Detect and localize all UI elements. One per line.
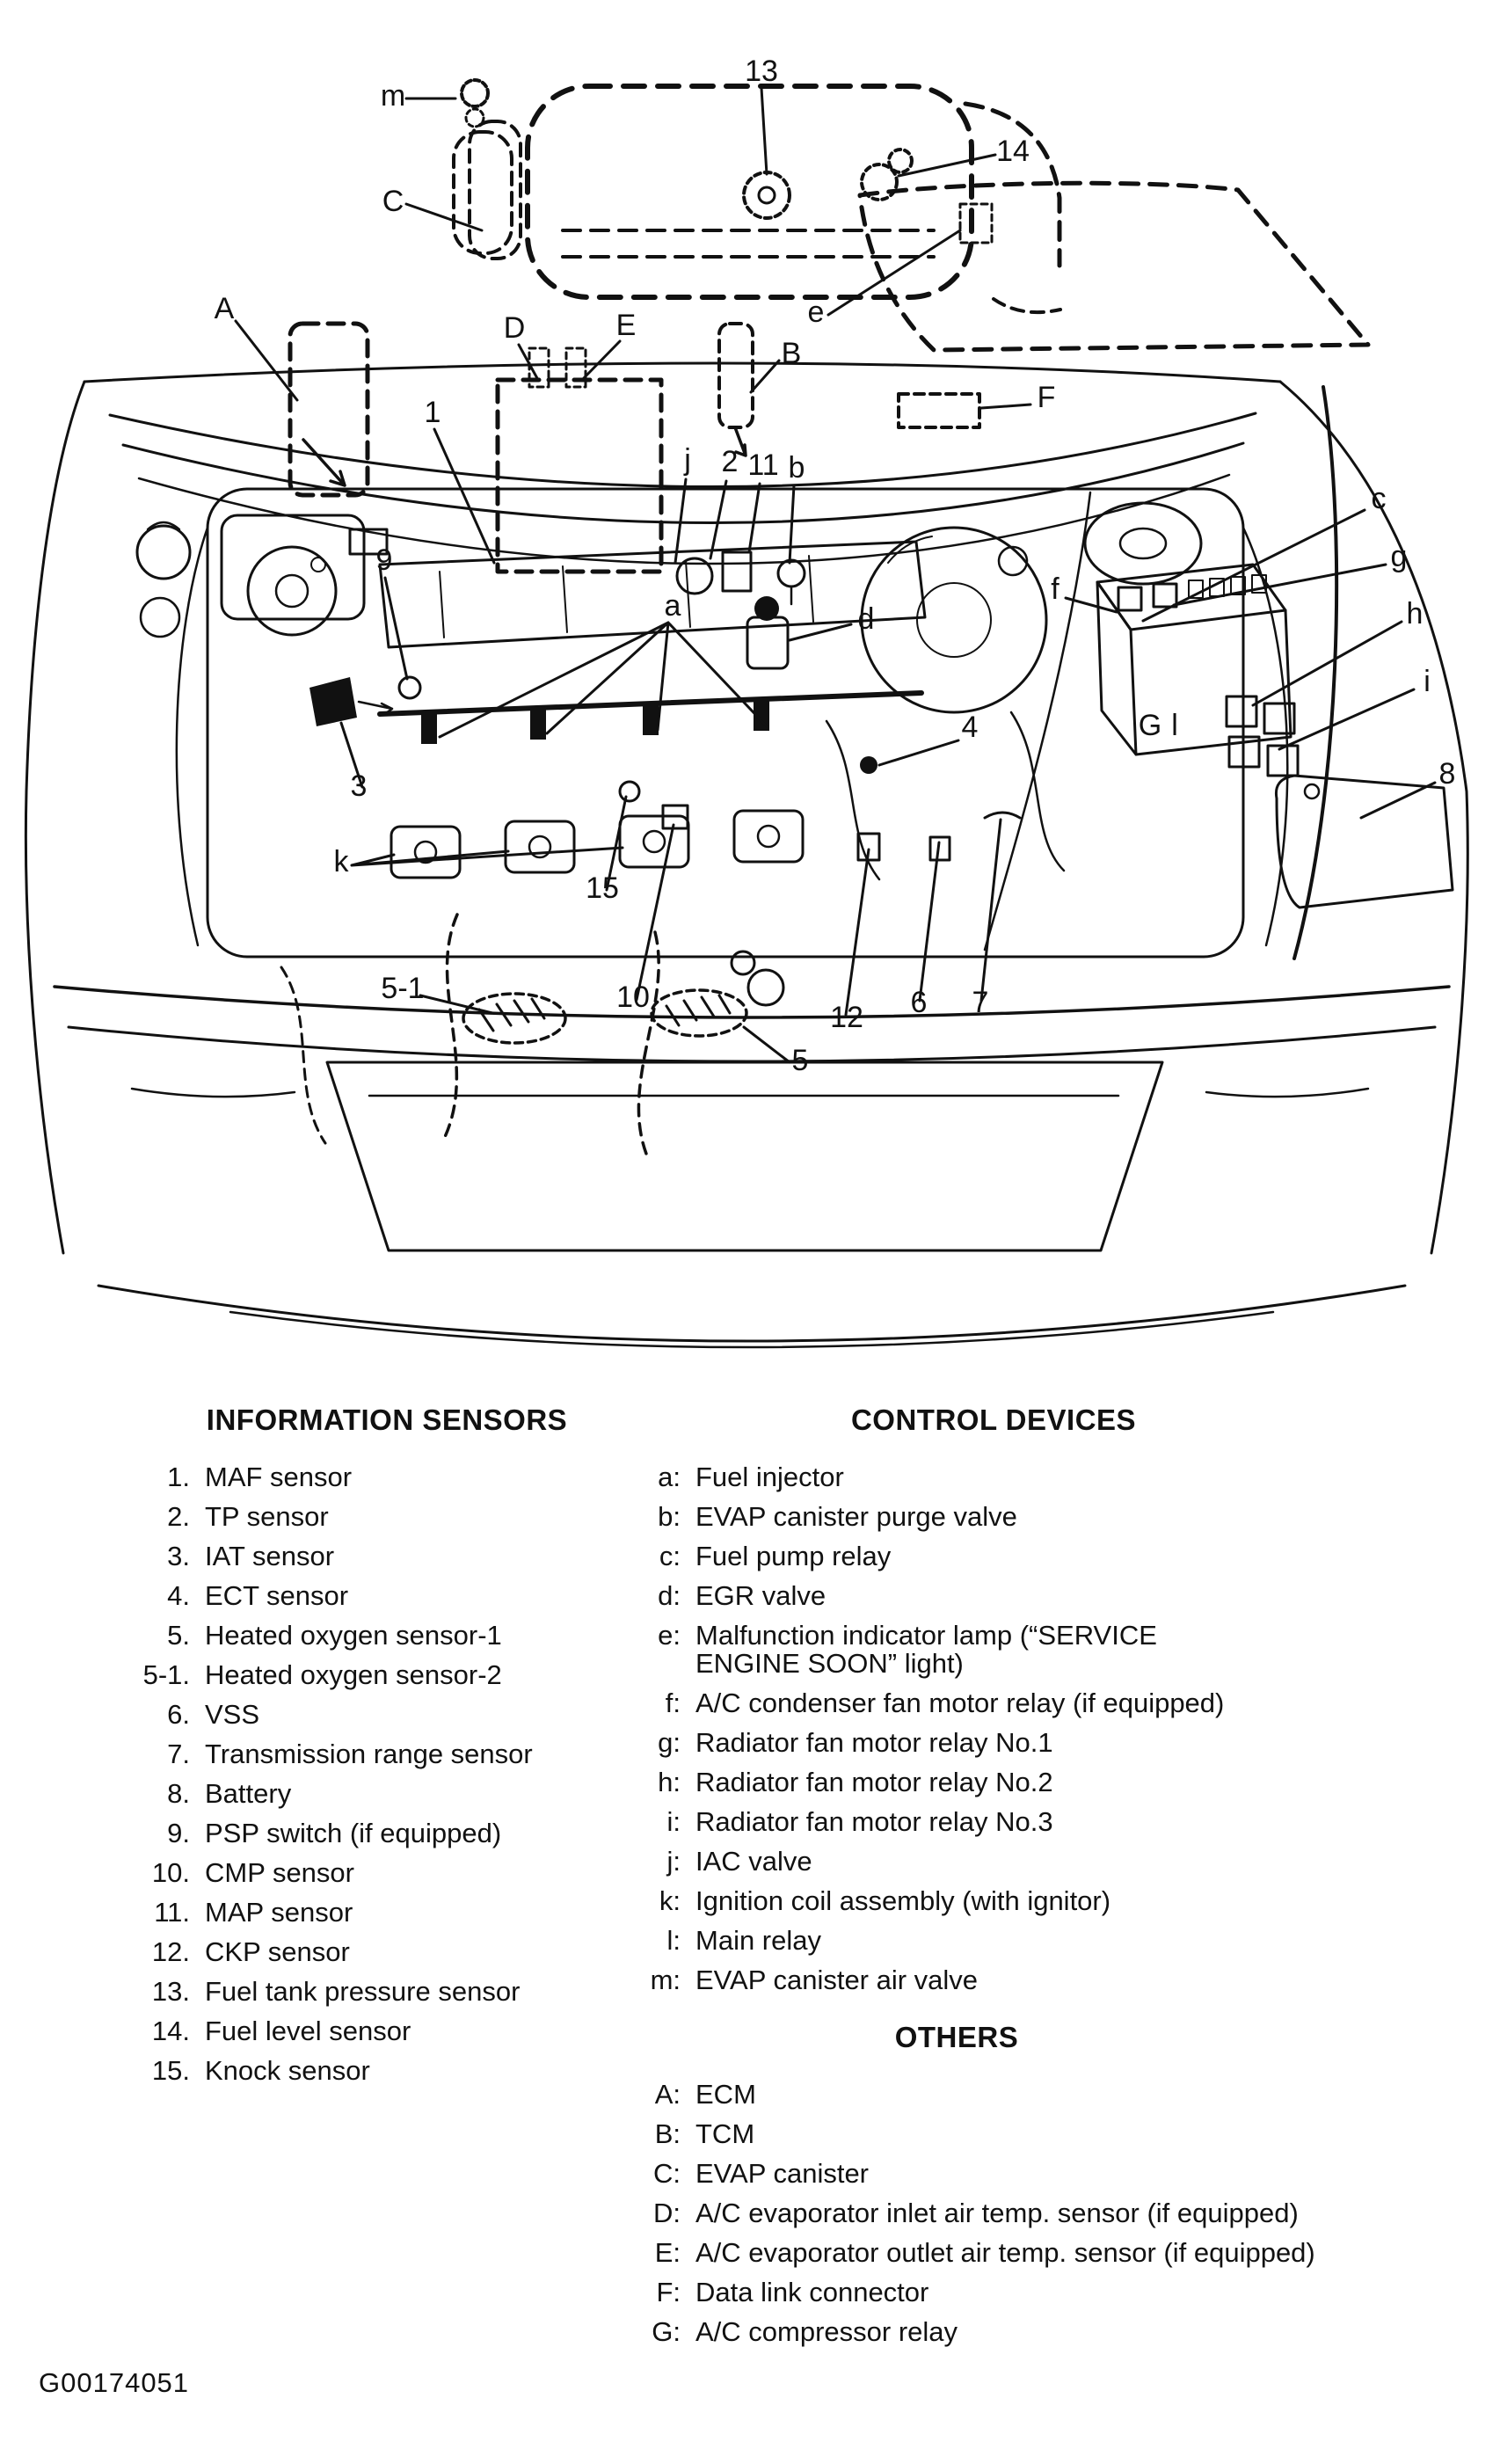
legend-row	[114, 1661, 659, 1689]
legend-key: k:	[659, 1885, 681, 1916]
front-bumper	[55, 951, 1449, 1347]
legend-row	[615, 2160, 1372, 2188]
legend-key: D:	[653, 2198, 681, 2228]
legend-row	[615, 2120, 1372, 2148]
legend-label: IAT sensor	[205, 1541, 335, 1571]
legend-key: 4.	[167, 1580, 190, 1611]
callout-d: d	[857, 602, 875, 636]
legend-label: A/C compressor relay	[695, 2316, 958, 2347]
legend-row	[615, 2278, 1372, 2307]
legend-row	[615, 1542, 1372, 1571]
legend-label: Ignition coil assembly (with ignitor)	[695, 1885, 1111, 1916]
legend-label: Fuel injector	[695, 1462, 844, 1492]
legend-label: Malfunction indicator lamp (“SERVICE ENGINE SOON” light)	[695, 1620, 1157, 1679]
legend-key: g:	[658, 1727, 681, 1758]
legend-key: 2.	[167, 1501, 190, 1532]
evap-air-valve-icon	[462, 80, 488, 127]
legend-key: B:	[654, 2118, 681, 2149]
legend-key: 3.	[167, 1541, 190, 1571]
legend-label: IAC valve	[695, 1846, 812, 1877]
legend-row	[615, 1582, 1372, 1610]
legend-label: EVAP canister	[695, 2158, 870, 2189]
information-sensors-section	[114, 1403, 659, 2096]
callout-13: 13	[745, 55, 778, 88]
legend-row	[615, 2318, 1372, 2346]
callout-b: b	[788, 451, 805, 485]
legend-label: ECM	[695, 2079, 756, 2110]
legend-key: b:	[658, 1501, 681, 1532]
legend-row	[114, 1701, 659, 1729]
legend-label: PSP switch (if equipped)	[205, 1818, 502, 1848]
throttle-body-group	[677, 552, 805, 604]
legend-row	[615, 2199, 1372, 2227]
legend-label: Data link connector	[695, 2277, 929, 2307]
battery	[1276, 776, 1453, 908]
legend-row	[114, 1582, 659, 1610]
callout-11: 11	[747, 448, 779, 482]
callout-F: F	[1037, 381, 1056, 414]
others-title: OTHERS	[894, 2021, 1019, 2053]
callout-e: e	[807, 295, 825, 329]
callout-6: 6	[910, 986, 928, 1019]
legend-label: Fuel level sensor	[205, 2016, 411, 2046]
legend-row	[615, 2081, 1372, 2109]
callout-i: i	[1424, 665, 1431, 698]
callout-7: 7	[972, 986, 989, 1019]
legend-label: Heated oxygen sensor-2	[205, 1659, 502, 1690]
callout-m: m	[380, 79, 406, 113]
legend-key: e:	[658, 1620, 681, 1651]
data-link-connector-box	[899, 394, 979, 427]
callout-j: j	[684, 443, 691, 477]
legend-row	[615, 1689, 1372, 1717]
legend-key: C:	[653, 2158, 681, 2189]
legend-label: A/C condenser fan motor relay (if equipped)	[695, 1688, 1225, 1718]
left-strut-tower	[248, 547, 336, 635]
callout-9: 9	[375, 543, 393, 577]
legend-row	[114, 1463, 659, 1491]
legend-row	[615, 1463, 1372, 1491]
legend-key: A:	[654, 2079, 681, 2110]
control-devices-section	[615, 1403, 1372, 2358]
legend-row	[114, 1978, 659, 2006]
legend-label: EGR valve	[695, 1580, 826, 1611]
legend-row	[615, 1808, 1372, 1836]
legend-label: EVAP canister purge valve	[695, 1501, 1017, 1532]
legend-row	[615, 1887, 1372, 1915]
callout-labels	[215, 55, 1456, 1077]
legend-key: 13.	[151, 1976, 190, 2007]
legend-row	[615, 1966, 1372, 1994]
legend-row	[114, 1859, 659, 1887]
ecm-box	[290, 324, 368, 495]
callout-4: 4	[961, 711, 979, 744]
callout-a: a	[664, 589, 681, 623]
washer-bottle	[137, 522, 190, 637]
legend-label: Radiator fan motor relay No.2	[695, 1767, 1053, 1797]
fuel-tank-pressure-sensor-icon	[744, 172, 790, 218]
legend-row	[114, 2057, 659, 2085]
legend-row	[114, 1622, 659, 1650]
tcm-box	[719, 324, 753, 456]
callout-8: 8	[1438, 757, 1456, 791]
callout-D: D	[503, 311, 526, 345]
legend-key: 7.	[167, 1739, 190, 1769]
legend-key: h:	[658, 1767, 681, 1797]
callout-14: 14	[996, 135, 1030, 168]
legend-row	[114, 1899, 659, 1927]
callout-B: B	[781, 337, 802, 370]
legend-row	[114, 1780, 659, 1808]
ignition-coil-row	[391, 811, 803, 878]
ac-evaporator-sensor-box	[498, 348, 661, 572]
legend-label: Knock sensor	[205, 2055, 370, 2086]
legend-row	[114, 1819, 659, 1848]
legend-key: f:	[665, 1688, 681, 1718]
legend-key: 14.	[151, 2016, 190, 2046]
legend-key: l:	[666, 1925, 681, 1956]
information-sensors-list	[114, 1463, 659, 2085]
legend-key: 9.	[167, 1818, 190, 1848]
callout-E: E	[615, 309, 637, 342]
callout-2: 2	[721, 445, 739, 478]
figure-code: G00174051	[39, 2367, 190, 2398]
legend-key: m:	[650, 1965, 681, 1995]
legend-label: Radiator fan motor relay No.3	[695, 1806, 1053, 1837]
legend-key: G:	[652, 2316, 681, 2347]
information-sensors-title: INFORMATION SENSORS	[206, 1403, 568, 1436]
legend-row	[114, 1938, 659, 1966]
legend-row	[114, 2017, 659, 2045]
callout-12: 12	[830, 1001, 863, 1034]
legend-key: j:	[666, 1846, 681, 1877]
legend-key: 5-1.	[142, 1659, 190, 1690]
legend-key: 5.	[167, 1620, 190, 1651]
callout-f: f	[1051, 572, 1059, 606]
legend-row	[615, 1503, 1372, 1531]
callout-C: C	[382, 185, 404, 218]
legend-row	[615, 1927, 1372, 1955]
legend-key: 6.	[167, 1699, 190, 1730]
legend-label: CKP sensor	[205, 1936, 350, 1967]
legend-label: Heated oxygen sensor-1	[205, 1620, 502, 1651]
legend-key: 11.	[154, 1897, 190, 1928]
callout-5: 5	[791, 1044, 809, 1077]
evap-canister-icon	[454, 121, 521, 259]
callout-A: A	[214, 292, 235, 325]
legend-label: TP sensor	[205, 1501, 329, 1532]
legend-label: Transmission range sensor	[205, 1739, 533, 1769]
fuel-rail-and-injectors	[380, 693, 921, 744]
egr-valve-icon	[747, 596, 788, 668]
legend-label: ECT sensor	[205, 1580, 349, 1611]
callout-5-1: 5-1	[381, 972, 425, 1005]
legend-key: 15.	[151, 2055, 190, 2086]
legend-row	[114, 1542, 659, 1571]
legend-label: MAP sensor	[205, 1897, 353, 1928]
legend-key: 12.	[151, 1936, 190, 1967]
callout-1: 1	[424, 396, 441, 429]
callout-10: 10	[616, 980, 650, 1014]
legend-label: Fuel pump relay	[695, 1541, 892, 1571]
others-list	[615, 2081, 1372, 2346]
callout-3: 3	[350, 769, 368, 803]
legend-label: EVAP canister air valve	[695, 1965, 979, 1995]
legend-label: Main relay	[695, 1925, 821, 1956]
callout-l: l	[1171, 709, 1178, 742]
legend-row	[114, 1740, 659, 1768]
legend-key: a:	[658, 1462, 681, 1492]
legend-label: TCM	[695, 2118, 755, 2149]
iat-sensor-icon	[309, 677, 392, 726]
control-devices-list	[615, 1463, 1372, 1994]
legend-label: A/C evaporator outlet air temp. sensor (if equipped)	[695, 2237, 1315, 2268]
legend-key: 8.	[167, 1778, 190, 1809]
legend-label: MAF sensor	[205, 1462, 353, 1492]
legend-label: Battery	[205, 1778, 292, 1809]
legend-key: E:	[654, 2237, 681, 2268]
callout-15: 15	[586, 871, 619, 905]
legend-key: F:	[656, 2277, 681, 2307]
control-devices-title: CONTROL DEVICES	[850, 1403, 1137, 1436]
legend-key: c:	[659, 1541, 681, 1571]
callout-c: c	[1371, 482, 1387, 515]
fuse-relay-box	[1097, 565, 1291, 755]
legend-key: d:	[658, 1580, 681, 1611]
fuel-tank-outline	[528, 86, 1060, 312]
legend-label: Fuel tank pressure sensor	[205, 1976, 521, 2007]
legend-row	[615, 1622, 1372, 1678]
legend-row	[615, 2239, 1372, 2267]
callout-h: h	[1406, 597, 1424, 631]
callout-g: g	[1390, 540, 1408, 573]
legend-row	[615, 1848, 1372, 1876]
legend-key: 1.	[167, 1462, 190, 1492]
legend-label: Radiator fan motor relay No.1	[695, 1727, 1053, 1758]
callout-k: k	[333, 845, 349, 878]
legend-label: A/C evaporator inlet air temp. sensor (if equipped)	[695, 2198, 1299, 2228]
legend-row	[615, 1768, 1372, 1797]
oxygen-sensors-and-exhaust	[281, 915, 746, 1154]
legend-key: i:	[666, 1806, 681, 1837]
instrument-panel-outline	[860, 183, 1368, 350]
car-body-outline	[25, 363, 1467, 1253]
legend-key: 10.	[151, 1857, 190, 1888]
legend-label: CMP sensor	[205, 1857, 354, 1888]
legend-row	[114, 1503, 659, 1531]
legend-label: VSS	[205, 1699, 260, 1730]
callout-G: G	[1138, 709, 1162, 742]
legend-row	[615, 1729, 1372, 1757]
